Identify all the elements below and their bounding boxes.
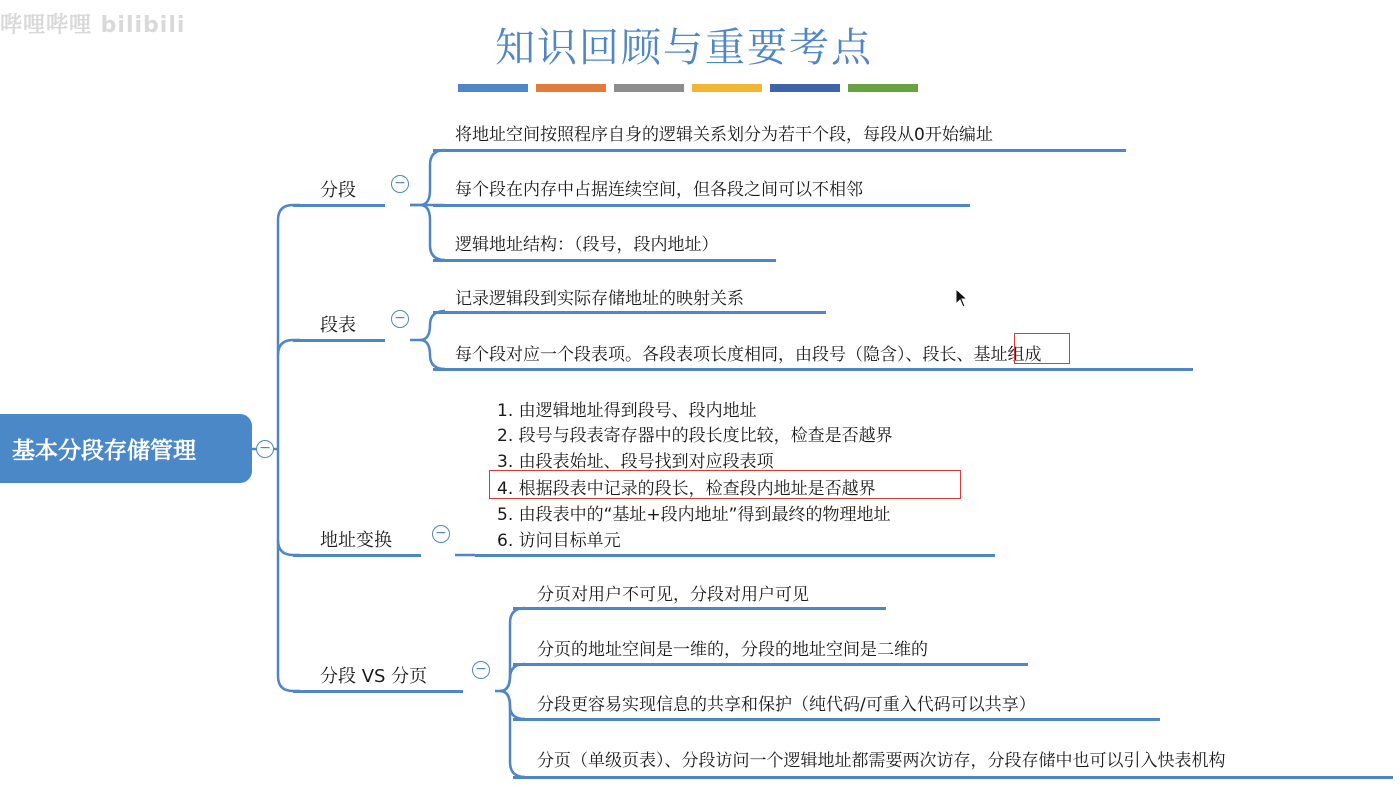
connector-vs-3 <box>500 691 525 719</box>
connector-seg-1 <box>410 150 445 205</box>
connector-tab-1 <box>410 311 445 340</box>
connector-seg-3 <box>420 205 445 260</box>
address-step-1: 1. 由逻辑地址得到段号、段内地址 <box>497 401 757 421</box>
connector-tab-2 <box>420 340 445 369</box>
segment-table-collapse-icon[interactable]: − <box>391 310 409 328</box>
mouse-cursor-icon <box>955 288 969 308</box>
segmentation-item-1-underline <box>433 149 1126 152</box>
vs-item-1: 分页对用户不可见，分段对用户可见 <box>537 585 809 605</box>
segmentation-item-2: 每个段在内存中占据连续空间，但各段之间可以不相邻 <box>455 180 863 200</box>
highlight-box-segment-length <box>1014 333 1070 364</box>
address-translation-collapse-icon[interactable]: − <box>432 525 450 543</box>
root-node[interactable] <box>0 414 252 483</box>
connector-segmentation <box>278 205 300 220</box>
segment-table-item-1-underline <box>433 311 826 314</box>
address-steps-underline <box>475 554 995 557</box>
address-step-2: 2. 段号与段表寄存器中的段长度比较，检查是否越界 <box>497 426 893 446</box>
address-step-3: 3. 由段表始址、段号找到对应段表项 <box>497 452 774 472</box>
branch-segmentation-underline <box>293 204 385 207</box>
root-label: 基本分段存储管理 <box>12 438 196 464</box>
branch-segment-table-underline <box>293 339 385 342</box>
branch-address-translation-label[interactable]: 地址变换 <box>320 530 392 551</box>
branch-vs-label[interactable]: 分段 VS 分页 <box>320 666 428 687</box>
address-step-4: 4. 根据段表中记录的段长，检查段内地址是否越界 <box>497 479 876 499</box>
vs-item-1-underline <box>513 607 886 610</box>
vs-item-4: 分页（单级页表）、分段访问一个逻辑地址都需要两次访存，分段存储中也可以引入快表机构 <box>537 751 1226 771</box>
vs-item-3-underline <box>513 718 1160 721</box>
segmentation-collapse-icon[interactable]: − <box>391 175 409 193</box>
vs-collapse-icon[interactable]: − <box>472 661 490 679</box>
address-step-6: 6. 访问目标单元 <box>497 531 621 551</box>
segment-table-item-2-underline <box>433 368 1193 371</box>
segmentation-item-3: 逻辑地址结构：（段号，段内地址） <box>455 235 719 255</box>
segment-table-item-1: 记录逻辑段到实际存储地址的映射关系 <box>455 289 744 309</box>
connector-vs <box>278 676 300 691</box>
branch-segment-table-label[interactable]: 段表 <box>320 315 356 336</box>
page-title: 知识回顾与重要考点 <box>495 25 873 71</box>
segmentation-item-2-underline <box>433 204 970 207</box>
connector-vs-4 <box>500 691 525 777</box>
connector-segment-table <box>278 340 300 355</box>
branch-vs-underline <box>293 690 463 693</box>
branch-segmentation-label[interactable]: 分段 <box>320 180 356 201</box>
root-collapse-icon[interactable]: − <box>256 440 274 458</box>
vs-item-2: 分页的地址空间是一维的，分段的地址空间是二维的 <box>537 640 928 660</box>
vs-item-2-underline <box>513 663 1028 666</box>
highlight-box-step-4 <box>489 470 961 499</box>
connector-address <box>278 540 300 555</box>
address-step-5: 5. 由段表中的“基址+段内地址”得到最终的物理地址 <box>497 505 891 525</box>
branch-address-translation-underline <box>293 554 421 557</box>
segment-table-item-2: 每个段对应一个段表项。各段表项长度相同，由段号（隐含）、段长、基址组成 <box>455 345 1042 365</box>
vs-item-3: 分段更容易实现信息的共享和保护（纯代码/可重入代码可以共享） <box>537 695 1036 715</box>
segmentation-item-1: 将地址空间按照程序自身的逻辑关系划分为若干个段，每段从0开始编址 <box>455 125 993 145</box>
watermark: 哔哩哔哩 bilibili <box>0 13 186 38</box>
segmentation-item-3-underline <box>433 259 776 262</box>
connector-vs-2 <box>500 664 525 691</box>
vs-item-4-underline <box>513 776 1393 779</box>
